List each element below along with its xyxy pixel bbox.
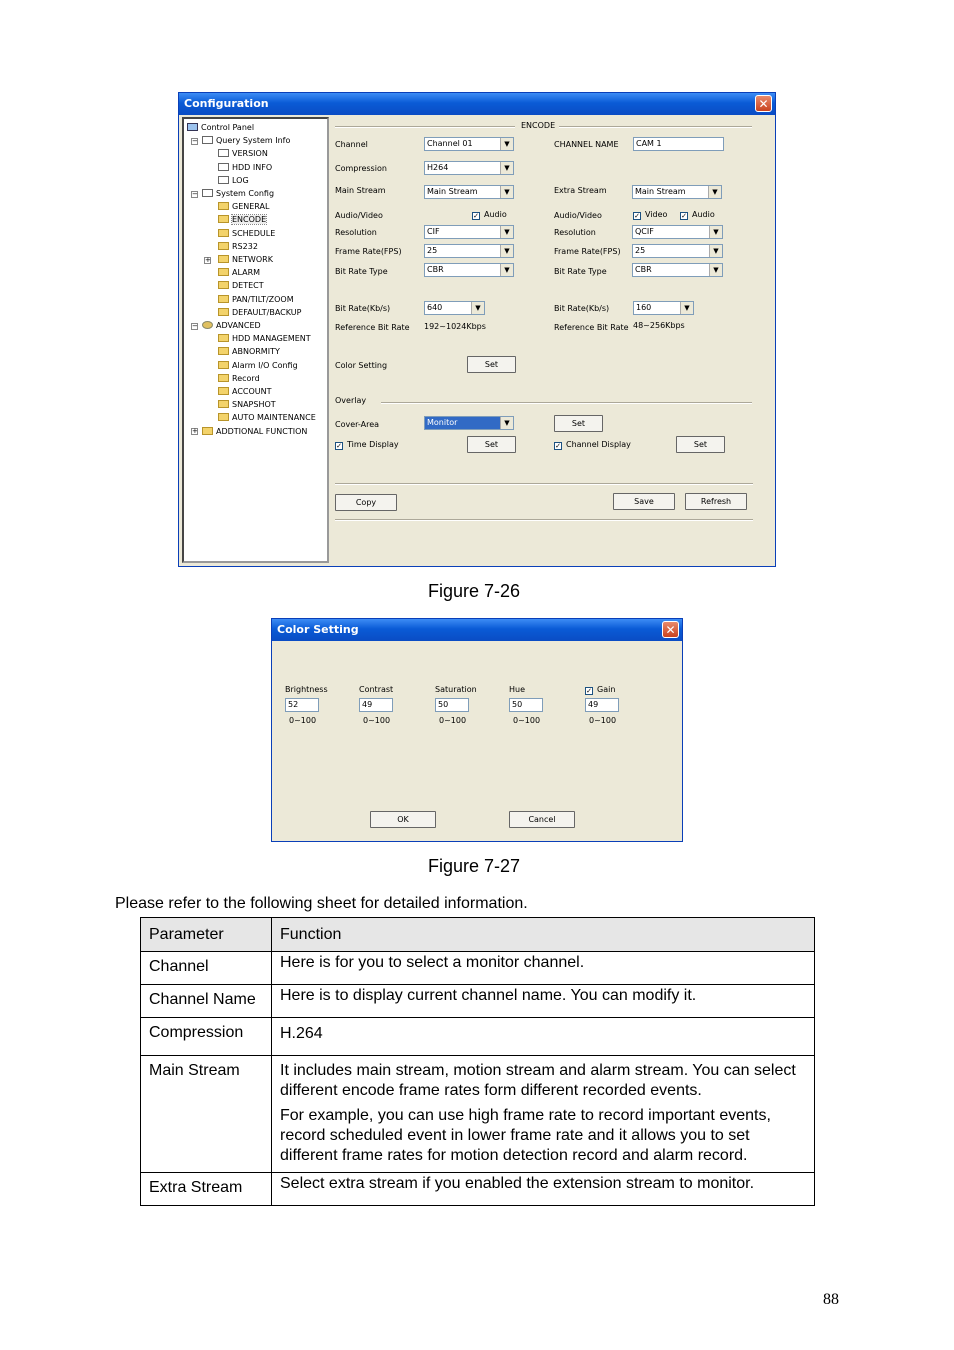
tree-item-label: ENCODE [232,215,267,225]
extra-audio-label: Audio [692,210,715,219]
folder-icon [218,255,229,263]
tree-item[interactable] [202,188,274,200]
cover-area-label: Cover-Area [335,420,380,429]
table-row [141,952,815,985]
intro-text: Please refer to the following sheet for detailed information. [115,895,528,912]
extra-bitrate-type-label: Bit Rate Type [554,267,607,276]
compression-label: Compression [335,164,387,173]
main-ref-bitrate-label: Reference Bit Rate [335,323,410,332]
save-button[interactable]: Save [613,493,675,510]
function-cell [272,1018,815,1056]
folder-icon [218,374,229,382]
main-bitrate-type-select[interactable] [424,263,514,277]
close-icon[interactable]: ✕ [662,621,679,638]
tree-item-label: RS232 [232,241,258,251]
folder-icon [202,427,213,435]
encode-divider-right [559,126,752,128]
channel-name-input[interactable]: CAM 1 [633,137,724,151]
tree-item-label: LOG [232,175,249,185]
extra-resolution-label: Resolution [554,228,596,237]
function-paragraph: H.264 [280,1025,323,1042]
configuration-body [182,115,772,563]
copy-button[interactable]: Copy [335,494,397,511]
extra-bitrate-select[interactable] [633,301,694,315]
extra-bitrate-type-value: CBR [635,265,652,274]
check-icon[interactable]: ✓ [473,212,479,220]
folder-icon [218,361,229,369]
main-ref-bitrate-value: 192~1024Kbps [424,322,486,331]
bottom-divider-bottom [335,519,753,521]
main-resolution-select[interactable] [424,225,514,239]
parameter-cell: Channel [141,952,272,985]
chevron-down-icon[interactable]: ▼ [709,264,722,276]
config-tree [182,117,329,563]
pc-icon [187,123,198,131]
configuration-title: Configuration [184,97,269,110]
table-row [141,1056,815,1173]
extra-stream-select[interactable] [632,185,722,199]
extra-bitrate-label: Bit Rate(Kb/s) [554,304,610,313]
check-icon[interactable]: ✓ [336,442,342,450]
color-field-label-text: Hue [509,685,526,694]
tree-item-label: ABNORMITY [232,347,280,357]
table-row [141,1173,815,1206]
figure-caption-2: Figure 7-27 [428,856,521,876]
main-fps-value: 25 [427,246,438,255]
folder-icon [218,413,229,421]
main-bitrate-value: 640 [427,303,443,312]
tree-item-label: AUTO MAINTENANCE [232,413,316,423]
color-field-label-text: Saturation [435,685,477,694]
tree-item-label: System Config [216,189,275,198]
tree-item[interactable] [218,162,272,174]
extra-resolution-select[interactable] [632,225,723,239]
main-audio-label: Audio [484,210,507,219]
extra-ref-bitrate-label: Reference Bit Rate [554,323,629,332]
main-bitrate-label: Bit Rate(Kb/s) [335,304,391,313]
check-icon[interactable]: ✓ [634,212,640,220]
chevron-down-icon[interactable]: ▼ [500,138,513,150]
tree-item-label: Control Panel [201,123,255,132]
tree-expander-icon[interactable]: − [192,189,198,198]
function-paragraph: Here is to display current channel name. You can modify it. [280,987,697,1004]
doc-icon [218,149,229,157]
color-field-range: 0~100 [589,716,617,725]
function-cell [272,985,815,1018]
tree-item[interactable] [218,346,280,358]
overlay-divider [381,402,752,404]
tree-item[interactable] [218,241,258,253]
time-display-checkbox[interactable] [335,440,399,450]
folder-icon [218,229,229,237]
color-field-input[interactable]: 50 [509,698,543,712]
chevron-down-icon[interactable]: ▼ [500,264,513,276]
color-setting-body [275,641,679,838]
main-resolution-label: Resolution [335,228,377,237]
color-field-label[interactable] [585,685,615,695]
cover-area-set-button[interactable]: Set [554,415,603,432]
color-setting-label: Color Setting [335,361,388,370]
function-cell [272,1056,815,1173]
function-paragraph: For example, you can use high frame rate to record important events, record scheduled event in lower frame rate and it allows you to set different frame rates for motion detection record and alarm record. [280,1107,771,1164]
function-cell [272,1173,815,1206]
function-cell [272,952,815,985]
tree-item[interactable] [218,294,294,306]
color-field-range: 0~100 [439,716,467,725]
doc-icon [202,136,213,144]
extra-video-label: Video [645,210,668,219]
tree-item-label: GENERAL [232,202,270,212]
chevron-down-icon[interactable]: ▼ [680,302,693,314]
main-stream-label: Main Stream [335,186,386,195]
tree-item-label: ADDTIONAL FUNCTION [216,426,308,436]
main-resolution-value: CIF [427,227,440,236]
tree-item[interactable] [218,148,268,160]
tree-item[interactable] [218,373,260,385]
configuration-window [178,92,776,567]
color-field-range: 0~100 [513,716,541,725]
tree-item[interactable] [218,386,272,398]
tree-item-label: DETECT [232,281,264,291]
tree-item[interactable] [218,360,298,372]
chevron-down-icon[interactable]: ▼ [709,226,722,238]
chevron-down-icon[interactable]: ▼ [471,302,484,314]
main-bitrate-type-label: Bit Rate Type [335,267,388,276]
chevron-down-icon[interactable]: ▼ [708,186,721,198]
tree-item-label: NETWORK [232,255,273,264]
tree-item-label: Alarm I/O Config [232,360,298,370]
extra-av-label: Audio/Video [554,211,602,220]
color-field-label [359,685,393,694]
channel-label: Channel [335,140,368,149]
tree-item-label: PAN/TILT/ZOOM [232,294,294,304]
configuration-titlebar[interactable] [179,93,775,115]
main-bitrate-select[interactable] [424,301,485,315]
extra-fps-select[interactable] [632,244,723,258]
cover-area-select[interactable] [424,416,514,430]
header-parameter: Parameter [141,918,272,952]
tree-item[interactable] [202,135,290,147]
tree-item[interactable] [202,320,261,332]
main-fps-select[interactable] [424,244,514,258]
extra-bitrate-type-select[interactable] [632,263,723,277]
tree-item-label: HDD INFO [232,162,273,172]
parameter-cell: Compression [141,1018,272,1056]
parameter-cell: Extra Stream [141,1173,272,1206]
function-paragraph: Select extra stream if you enabled the extension stream to monitor. [280,1175,755,1192]
color-field-label [285,685,328,694]
extra-ref-bitrate-value: 48~256Kbps [633,321,685,330]
color-setting-window [271,618,683,842]
tree-expander-icon[interactable]: + [205,255,211,264]
tree-expander-icon[interactable]: + [192,427,198,436]
tree-item-label: DEFAULT/BACKUP [232,307,302,317]
color-field-label-text: Gain [597,685,616,694]
extra-audio-checkbox[interactable] [680,210,715,220]
main-av-label: Audio/Video [335,211,383,220]
overlay-label: Overlay [335,396,367,405]
channel-select-value: Channel 01 [427,139,473,148]
bottom-divider-top [335,483,753,485]
chevron-down-icon[interactable]: ▼ [500,226,513,238]
extra-stream-select-value: Main Stream [635,187,686,196]
folder-icon [218,387,229,395]
time-display-label: Time Display [347,440,399,449]
tree-item[interactable] [187,122,254,134]
compression-select[interactable] [424,161,514,175]
folder-icon [218,268,229,276]
color-field-range: 0~100 [289,716,317,725]
channel-display-label: Channel Display [566,440,631,449]
main-bitrate-type-value: CBR [427,265,444,274]
tree-item-label: Query System Info [216,136,291,146]
header-function: Function [272,918,815,952]
color-field-label-text: Brightness [285,685,328,694]
tree-item[interactable] [218,214,266,226]
main-stream-select-value: Main Stream [427,187,478,196]
folder-icon [218,334,229,342]
channel-name-label: CHANNEL NAME [554,140,619,149]
folder-icon [218,308,229,316]
check-icon[interactable]: ✓ [586,687,592,695]
channel-display-set-button[interactable]: Set [676,436,725,453]
doc-icon [202,189,213,197]
function-paragraph: Here is for you to select a monitor channel. [280,954,585,971]
color-setting-titlebar[interactable] [272,619,682,641]
doc-icon [218,176,229,184]
tree-item-label: HDD MANAGEMENT [232,334,311,344]
channel-select[interactable] [424,137,514,151]
tree-item-label: Record [232,373,260,383]
chevron-down-icon[interactable]: ▼ [500,417,513,429]
extra-bitrate-value: 160 [636,303,652,312]
folder-icon [218,215,229,223]
parameter-table [140,917,815,1206]
main-stream-select[interactable] [424,185,514,199]
tree-item-label: SNAPSHOT [232,400,276,410]
folder-icon [218,347,229,355]
extra-stream-label: Extra Stream [554,186,607,195]
check-icon[interactable]: ✓ [555,442,561,450]
folder-icon [218,242,229,250]
tree-item[interactable] [218,175,249,187]
tree-item[interactable] [218,280,264,292]
tree-item[interactable] [202,426,307,438]
table-row [141,985,815,1018]
folder-icon [218,202,229,210]
cancel-button[interactable]: Cancel [509,811,575,828]
color-field-input[interactable]: 49 [585,698,619,712]
doc-icon [218,163,229,171]
encode-divider-left [335,126,515,128]
gear-icon [202,321,213,329]
refresh-button[interactable]: Refresh [685,493,747,510]
compression-select-value: H264 [427,163,449,172]
folder-icon [218,281,229,289]
encode-section-title: ENCODE [521,121,556,130]
check-icon[interactable]: ✓ [681,212,687,220]
chevron-down-icon[interactable]: ▼ [500,162,513,174]
ok-button[interactable]: OK [370,811,436,828]
page-number: 88 [823,1291,839,1308]
time-display-set-button[interactable]: Set [467,436,516,453]
tree-item[interactable] [218,399,276,411]
extra-fps-value: 25 [635,246,646,255]
tree-item-label: VERSION [232,149,268,159]
color-field-label [435,685,477,694]
color-field-label-text: Contrast [359,685,394,694]
chevron-down-icon[interactable]: ▼ [500,245,513,257]
extra-resolution-value: QCIF [635,227,654,236]
close-icon[interactable]: ✕ [755,95,772,112]
table-row [141,1018,815,1056]
tree-item-label: SCHEDULE [232,228,276,238]
tree-expander-icon[interactable]: − [192,321,198,330]
chevron-down-icon[interactable]: ▼ [500,186,513,198]
parameter-cell: Channel Name [141,985,272,1018]
tree-item[interactable] [218,254,273,266]
tree-item[interactable] [218,307,301,319]
folder-icon [218,295,229,303]
color-setting-title: Color Setting [277,623,359,636]
parameter-cell: Main Stream [141,1056,272,1173]
main-audio-checkbox[interactable] [472,210,507,220]
color-field-input[interactable]: 50 [435,698,469,712]
main-fps-label: Frame Rate(FPS) [335,247,402,256]
extra-fps-label: Frame Rate(FPS) [554,247,621,256]
tree-item[interactable] [218,267,260,279]
table-header-row [141,918,815,952]
chevron-down-icon[interactable]: ▼ [709,245,722,257]
tree-item[interactable] [218,333,311,345]
tree-item[interactable] [218,201,269,213]
tree-item[interactable] [218,412,316,424]
color-field-label [509,685,525,694]
figure-caption-1: Figure 7-26 [428,581,521,601]
channel-display-checkbox[interactable] [554,440,631,450]
folder-icon [218,400,229,408]
extra-video-checkbox[interactable] [633,210,667,220]
tree-expander-icon[interactable]: − [192,136,198,145]
color-field-range: 0~100 [363,716,391,725]
tree-item-label: ALARM [232,268,261,278]
tree-item-label: ACCOUNT [232,387,272,396]
color-field-input[interactable]: 52 [285,698,319,712]
color-field-input[interactable]: 49 [359,698,393,712]
function-paragraph: It includes main stream, motion stream and alarm stream. You can select different encode frame rates form different recorded events. [280,1062,796,1099]
color-setting-set-button[interactable]: Set [467,356,516,373]
tree-item-label: ADVANCED [216,321,261,330]
tree-item[interactable] [218,228,275,240]
cover-area-value: Monitor [427,418,458,427]
